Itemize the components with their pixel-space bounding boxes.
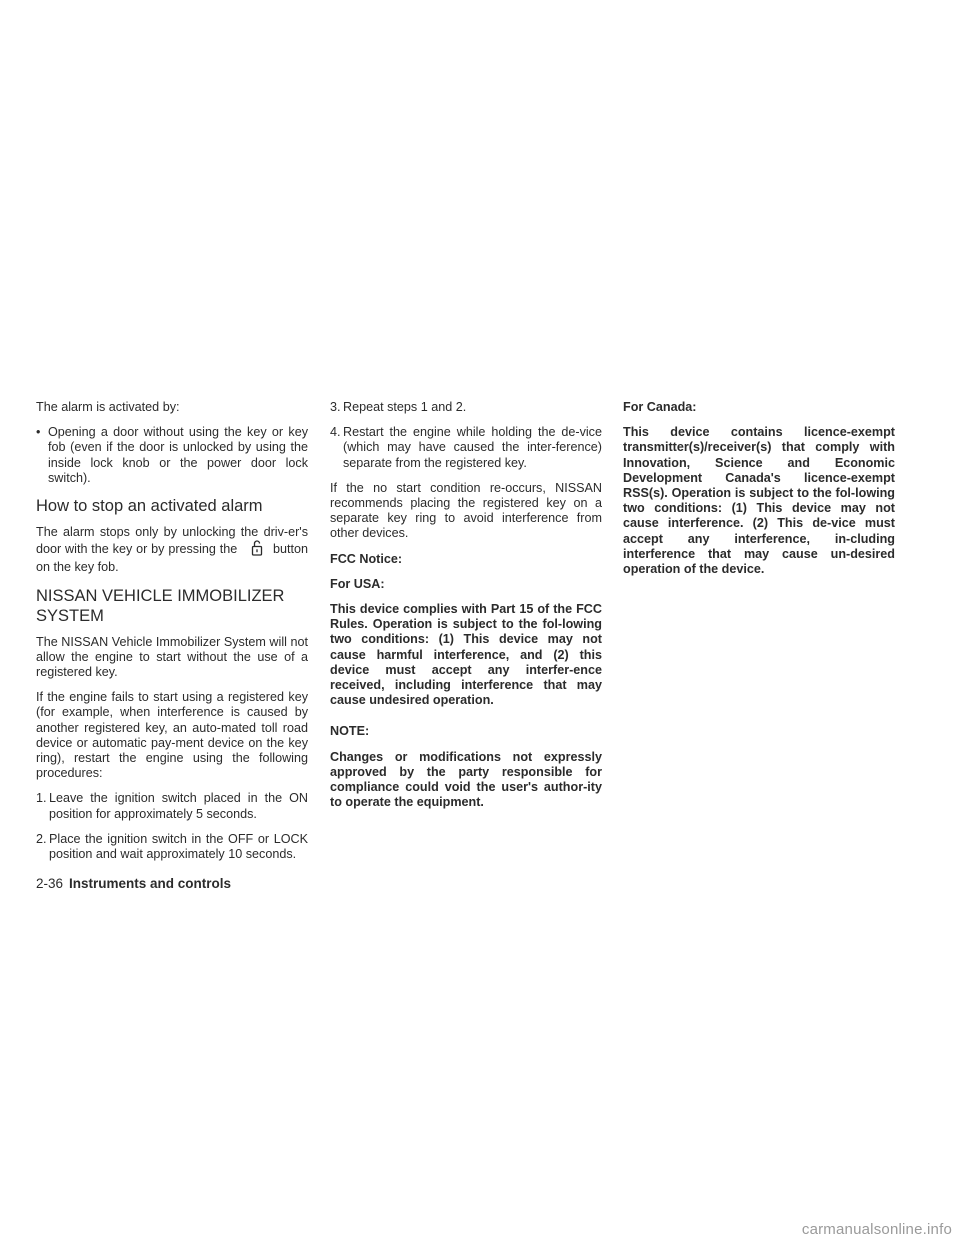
fcc-notice-label: FCC Notice:	[330, 551, 403, 566]
canada-text: This device contains licence-exempt transmitter(s)/receiver(s) that comply with Innovation, Science and Economic Development Canada's licence-exempt RSS(s). Operation is subject to the fol-lowing two conditions: (1) This device may not cause interference. (2) This de-vice must accept any interference, in-cluding interference that may cause un-desired operation of the device.	[623, 425, 895, 577]
immobilizer-p2: If the engine fails to start using a registered key (for example, when interference is caused by another registered key, an auto-mated toll road device or automatic pay-ment device on the key ring), restart the engine using the following procedures:	[36, 690, 308, 781]
watermark: carmanualsonline.info	[801, 1221, 952, 1238]
bullet-mark: •	[36, 425, 41, 440]
heading-immobilizer: NISSAN VEHICLE IMMOBILIZER SYSTEM	[36, 586, 285, 625]
page-footer	[36, 876, 231, 891]
unlock-icon	[251, 540, 263, 560]
bullet-item	[36, 425, 308, 486]
page-number: 2-36	[36, 876, 64, 891]
stop-alarm-text-b: button on the key fob.	[36, 542, 309, 575]
heading-stop-alarm: How to stop an activated alarm	[36, 497, 263, 516]
usa-text: This device complies with Part 15 of the FCC Rules. Operation is subject to the fol-lowing two conditions: (1) This device may not cause harmful interference, and (2) this device must accept any interfer-ence received, including interference that may cause undesired operation.	[330, 602, 602, 708]
note-label: NOTE:	[330, 724, 370, 739]
stop-alarm-text-a: The alarm stops only by unlocking the driv-er's door with the key or by pressing the	[36, 525, 308, 557]
stop-alarm-text	[36, 525, 308, 576]
column-2	[330, 400, 602, 820]
step-1	[36, 791, 308, 821]
recur-text: If the no start condition re-occurs, NISSAN recommends placing the registered key on a separate key ring to avoid interference from other devices.	[330, 480, 602, 541]
step-number: 4.	[330, 425, 341, 440]
immobilizer-p1: The NISSAN Vehicle Immobilizer System will not allow the engine to start without the use of a registered key.	[36, 634, 308, 680]
step-text: Repeat steps 1 and 2.	[343, 400, 467, 414]
note-text: Changes or modifications not expressly approved by the party responsible for compliance could void the user's author-ity to operate the equipment.	[330, 749, 602, 810]
for-canada-label: For Canada:	[623, 400, 697, 414]
step-number: 2.	[36, 831, 47, 846]
step-number: 3.	[330, 400, 341, 414]
step-2	[36, 832, 308, 862]
column-3	[623, 400, 895, 587]
step-3	[330, 400, 602, 415]
for-usa-label: For USA:	[330, 576, 385, 591]
alarm-intro: The alarm is activated by:	[36, 400, 180, 414]
step-text: Leave the ignition switch placed in the ON position for approximately 5 seconds.	[49, 791, 308, 821]
step-4	[330, 425, 602, 471]
step-text: Place the ignition switch in the OFF or LOCK position and wait approximately 10 seconds.	[49, 831, 308, 862]
step-number: 1.	[36, 791, 47, 806]
bullet-text: Opening a door without using the key or key fob (even if the door is unlocked by using the inside lock knob or the power door lock switch).	[48, 425, 308, 485]
step-text: Restart the engine while holding the de-vice (which may have caused the inter-ference) separate from the registered key.	[343, 425, 602, 470]
column-1	[36, 400, 308, 872]
section-title: Instruments and controls	[69, 876, 232, 891]
